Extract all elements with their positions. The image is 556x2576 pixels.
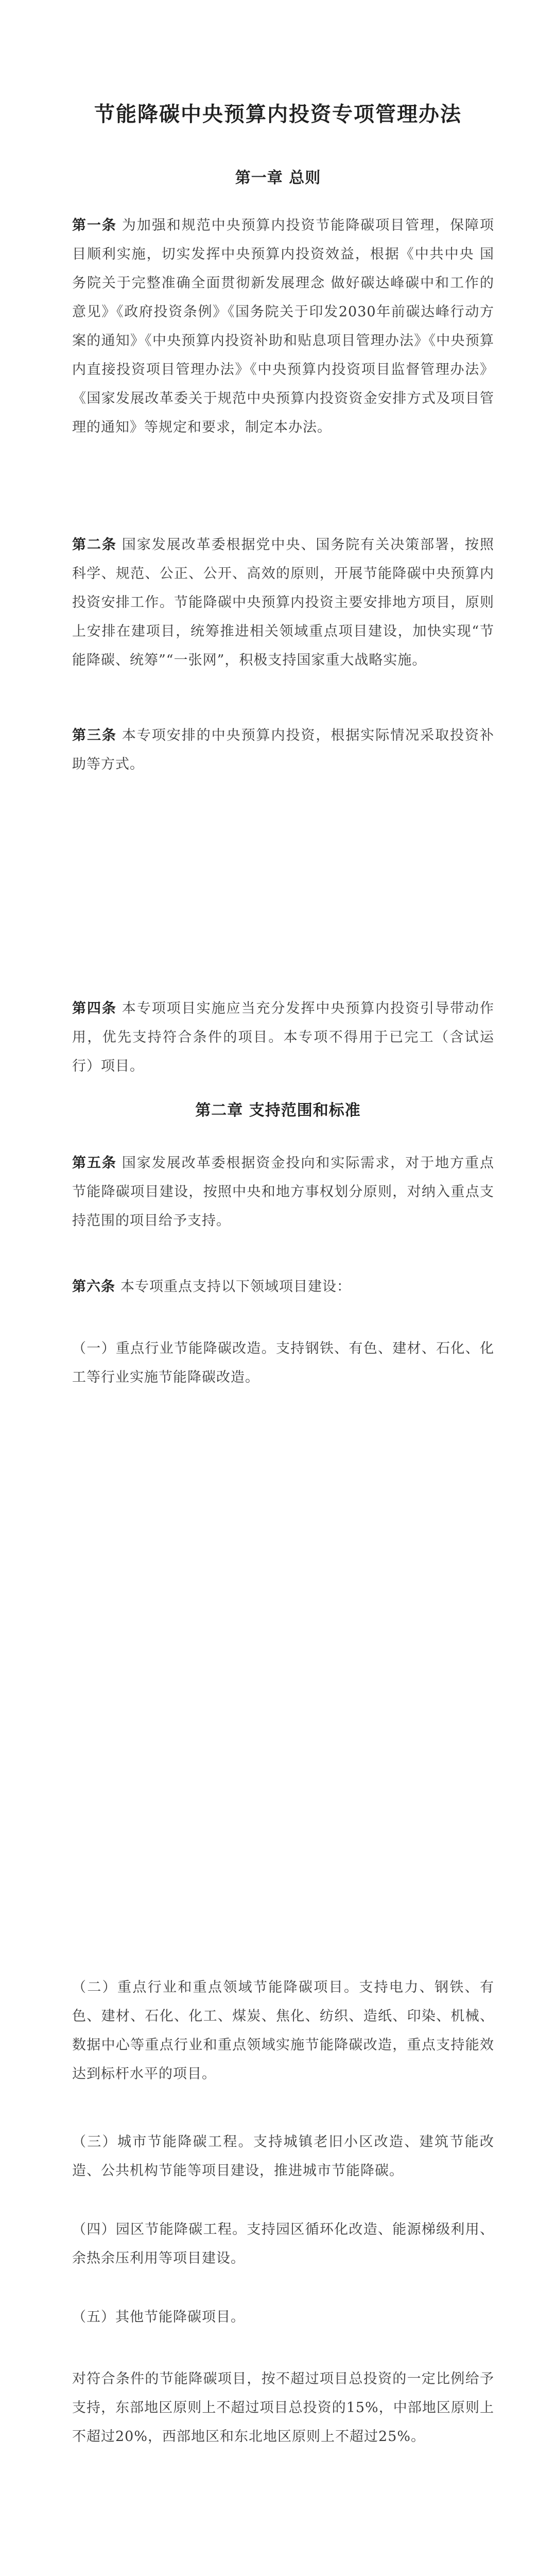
list-item: （四）园区节能降碳工程。支持园区循环化改造、能源梯级利用、余热余压利用等项目建设。	[72, 2222, 494, 2266]
list-item: （五）其他节能降碳项目。	[72, 2309, 245, 2325]
article-text: 为加强和规范中央预算内投资节能降碳项目管理，保障项目顺利实施，切实发挥中央预算内投资效益，根据《中共中央 国务院关于完整准确全面贯彻新发展理念 做好碳达峰碳中和工作的意见》《政府投资条例》《国务院关于印发2030年前碳达峰行动方案的通知》《中央预算内投资补助和贴息项目管理办法》《中央预算内直接投资项目管理办法》《中央预算内投资项目监督管理办法》《国家发展改革委关于规范中央预算内投资资金安排方式及项目管理的通知》等规定和要求，制定本办法。	[72, 217, 495, 435]
list-item: （一）重点行业节能降碳改造。支持钢铁、有色、建材、石化、化工等行业实施节能降碳改造。	[72, 1341, 494, 1385]
article-5	[72, 1149, 494, 1235]
list-item: （三）城市节能降碳工程。支持城镇老旧小区改造、建筑节能改造、公共机构节能等项目建设，推进城市节能降碳。	[72, 2134, 494, 2179]
article-number: 第二条	[72, 537, 117, 553]
article-3	[72, 721, 494, 779]
article-1	[72, 211, 494, 442]
article-number: 第一条	[72, 217, 117, 233]
chapter-heading-2: 第二章 支持范围和标准	[195, 1101, 361, 1120]
article-number: 第三条	[72, 727, 117, 743]
document-title: 节能降碳中央预算内投资专项管理办法	[94, 102, 462, 126]
article-text: 本专项安排的中央预算内投资，根据实际情况采取投资补助等方式。	[72, 727, 495, 772]
article-6	[72, 1273, 494, 1301]
article-text: 国家发展改革委根据资金投向和实际需求，对于地方重点节能降碳项目建设，按照中央和地方事权划分原则，对纳入重点支持范围的项目给予支持。	[72, 1155, 495, 1229]
article-number: 第四条	[72, 1001, 117, 1016]
support-standard: 对符合条件的节能降碳项目，按不超过项目总投资的一定比例给予支持，东部地区原则上不超过项目总投资的15%，中部地区原则上不超过20%，西部地区和东北地区原则上不超过25%。	[72, 2371, 494, 2445]
chapter-heading-1: 第一章 总则	[235, 169, 321, 187]
article-text: 本专项重点支持以下领域项目建设：	[120, 1279, 351, 1295]
article-4	[72, 994, 494, 1081]
article-number: 第六条	[72, 1279, 115, 1295]
article-text: 本专项项目实施应当充分发挥中央预算内投资引导带动作用，优先支持符合条件的项目。本专项不得用于已完工（含试运行）项目。	[72, 1001, 495, 1074]
article-text: 国家发展改革委根据党中央、国务院有关决策部署，按照科学、规范、公正、公开、高效的原则，开展节能降碳中央预算内投资安排工作。节能降碳中央预算内投资主要安排地方项目，原则上安排在建项目，统筹推进相关领域重点项目建设，加快实现“节能降碳、统筹”“一张网”，积极支持国家重大战略实施。	[72, 537, 495, 668]
article-2	[72, 531, 494, 675]
list-item: （二）重点行业和重点领域节能降碳项目。支持电力、钢铁、有色、建材、石化、化工、煤炭、焦化、纺织、造纸、印染、机械、数据中心等重点行业和重点领域实施节能降碳改造，重点支持能效达到标杆水平的项目。	[72, 1979, 494, 2082]
article-number: 第五条	[72, 1155, 117, 1171]
